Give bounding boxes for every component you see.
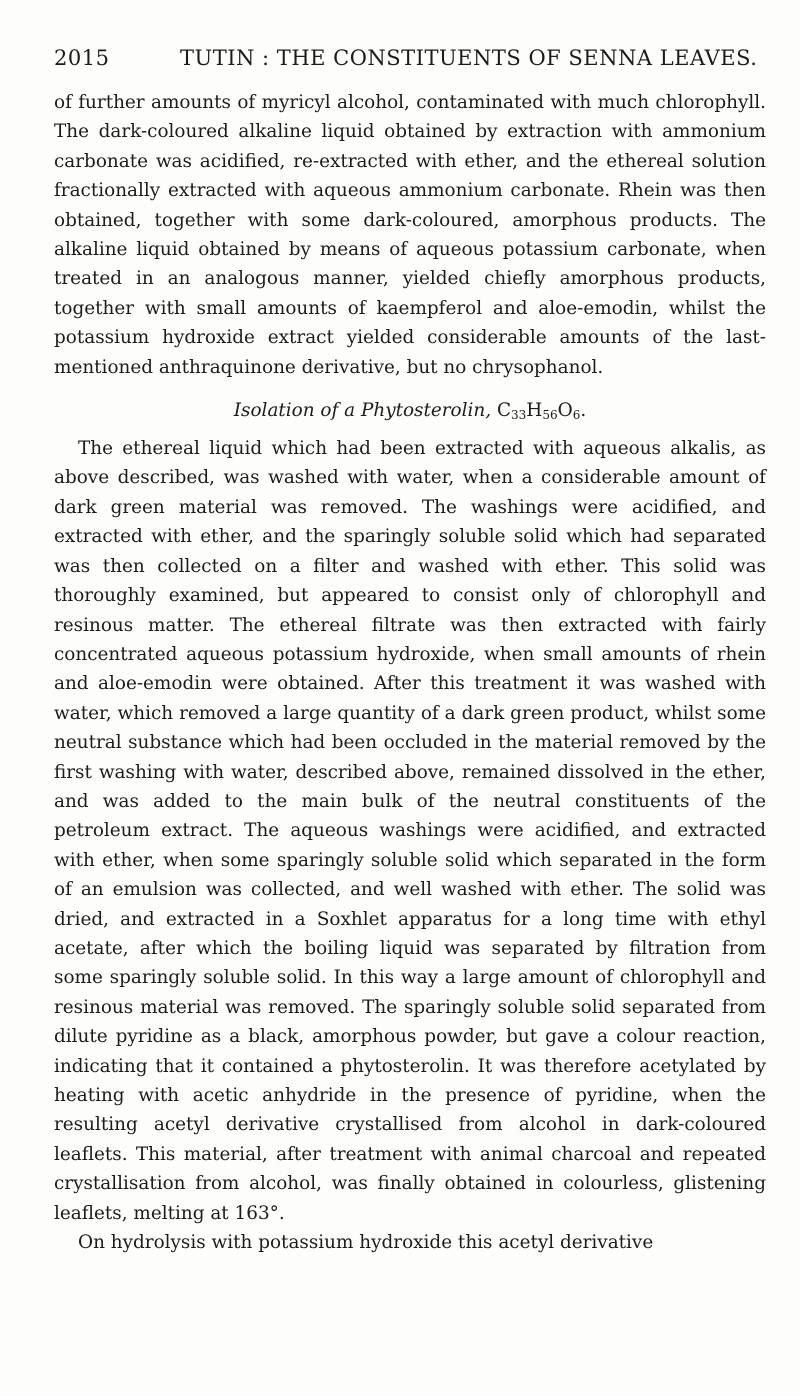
section-heading xyxy=(54,396,766,426)
paragraph-hydrolysis: On hydrolysis with potassium hydroxide this acetyl derivative xyxy=(78,1232,654,1254)
formula-carbon: C xyxy=(496,400,512,422)
formula-carbon-count: 33 xyxy=(511,408,527,423)
running-header xyxy=(54,42,766,76)
running-title: TUTIN : THE CONSTITUENTS OF SENNA LEAVES. xyxy=(180,46,758,70)
section-heading-title: Isolation of a Phytosterolin, xyxy=(233,400,492,422)
paragraph-continuation: of further amounts of myricyl alcohol, contaminated with much chlorophyll. The dark-coloured alkaline liquid obtained by extraction with ammonium carbonate was acidified, re-extracted with ether, and the ethereal solution fractionally extracted with aqueous ammonium carbonate. Rhein was then obtained, together with some dark-coloured, amorphous products. The alkaline liquid obtained by means of aqueous potassium carbonate, when treated in an analogous manner, yielded chiefly amorphous products, together with small amounts of kaempferol and aloe-emodin, whilst the potassium hydroxide extract yielded considerable amounts of the last-mentioned anthraquinone derivative, but no chrysophanol. xyxy=(54,92,766,378)
formula-end: . xyxy=(580,400,587,422)
formula-hydrogen: H xyxy=(526,400,543,422)
formula-oxygen: O xyxy=(557,400,573,422)
page xyxy=(54,42,766,1257)
formula-oxygen-count: 6 xyxy=(572,408,581,423)
paragraph-isolation: The ethereal liquid which had been extracted with aqueous alkalis, as above described, was washed with water, when a considerable amount of dark green material was removed. The washings were acidified, and extracted with ether, and the sparingly soluble solid which had separated was then collected on a filter and washed with ether. This solid was thoroughly examined, but appeared to consist only of chlorophyll and resinous matter. The ethereal filtrate was then extracted with fairly concentrated aqueous potassium hydroxide, when small amounts of rhein and aloe-emodin were obtained. After this treatment it was washed with water, which removed a large quantity of a dark green product, whilst some neutral substance which had been occluded in the material removed by the first washing with water, described above, remained dissolved in the ether, and was added to the main bulk of the neutral constituents of the petroleum extract. The aqueous washings were acidified, and extracted with ether, when some sparingly soluble solid which separated in the form of an emulsion was collected, and well washed with ether. The solid was dried, and extracted in a Soxhlet apparatus for a long time with ethyl acetate, after which the boiling liquid was separated by filtration from some sparingly soluble solid. In this way a large amount of chlorophyll and resinous material was removed. The sparingly soluble solid separated from dilute pyridine as a black, amorphous powder, but gave a colour reaction, indicating that it contained a phytosterolin. It was therefore acetylated by heating with acetic anhydride in the presence of pyridine, when the resulting acetyl derivative crystallised from alcohol in dark-coloured leaflets. This material, after treatment with animal charcoal and repeated crystallisation from alcohol, was finally obtained in colourless, glistening leaflets, melting at 163°. xyxy=(54,438,766,1224)
section-heading-formula xyxy=(497,400,586,421)
formula-hydrogen-count: 56 xyxy=(542,408,558,423)
page-number: 2015 xyxy=(54,46,110,70)
